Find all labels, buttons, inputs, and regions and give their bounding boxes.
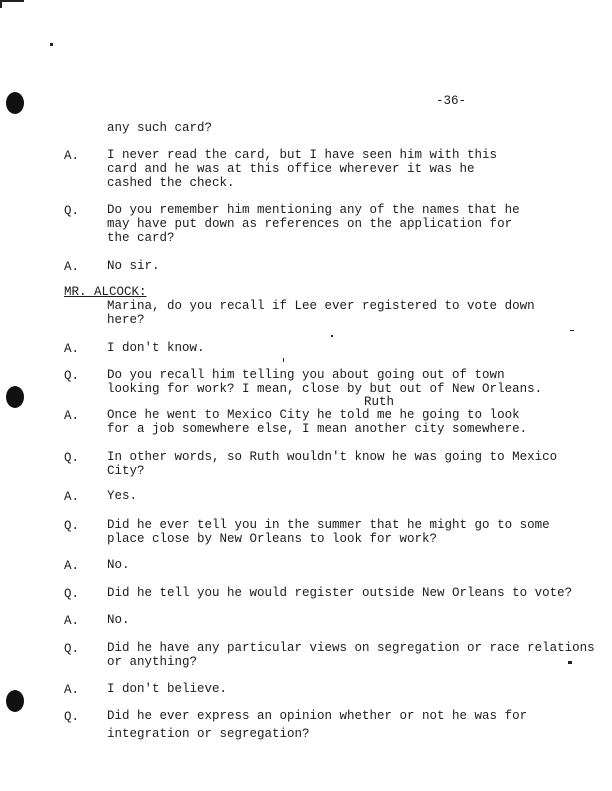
- scan-speck: [568, 661, 572, 664]
- page-corner-mark: [0, 0, 24, 8]
- punch-hole-bottom: [6, 690, 24, 712]
- text-line: Yes.: [107, 489, 138, 503]
- line-label-answer: A.: [64, 342, 80, 356]
- text-line: Once he went to Mexico City he told me he going to look: [107, 408, 520, 422]
- text-line: the card?: [107, 231, 175, 245]
- page-number: -36-: [436, 94, 467, 108]
- text-line: Do you remember him mentioning any of the names that he: [107, 203, 520, 217]
- text-line: or anything?: [107, 655, 198, 669]
- text-line: card and he was at this office wherever it was he: [107, 162, 475, 176]
- scan-speck: [570, 330, 574, 331]
- line-label-answer: A.: [64, 149, 80, 163]
- text-line: here?: [107, 313, 145, 327]
- text-line: Did he have any particular views on segregation or race relations: [107, 641, 595, 655]
- text-line: any such card?: [107, 121, 213, 135]
- line-label-question: Q.: [64, 204, 80, 218]
- line-label-answer: A.: [64, 559, 80, 573]
- punch-hole-middle: [6, 386, 24, 408]
- text-line: Did he tell you he would register outside New Orleans to vote?: [107, 586, 573, 600]
- line-label-answer: A.: [64, 614, 80, 628]
- text-line: integration or segregation?: [107, 727, 310, 741]
- text-line: Do you recall him telling you about going out of town: [107, 368, 505, 382]
- line-label-question: Q.: [64, 642, 80, 656]
- text-line: I don't know.: [107, 341, 205, 355]
- line-label-question: Q.: [64, 451, 80, 465]
- text-line: cashed the check.: [107, 176, 235, 190]
- punch-hole-top: [6, 92, 24, 114]
- interlinear-note: Ruth: [364, 395, 395, 409]
- line-label-answer: A.: [64, 683, 80, 697]
- text-line: I never read the card, but I have seen him with this: [107, 148, 498, 162]
- text-line: Did he ever express an opinion whether or not he was for: [107, 709, 528, 723]
- text-line: I don't believe.: [107, 682, 228, 696]
- line-label-answer: A.: [64, 260, 80, 274]
- text-line: looking for work? I mean, close by but out of New Orleans.: [107, 382, 543, 396]
- text-line: No.: [107, 613, 130, 627]
- text-line: City?: [107, 464, 145, 478]
- text-line: place close by New Orleans to look for work?: [107, 532, 438, 546]
- text-line: No sir.: [107, 259, 160, 273]
- line-label-question: Q.: [64, 587, 80, 601]
- speaker-heading: MR. ALCOCK:: [64, 285, 147, 299]
- scan-speck: [331, 335, 333, 337]
- text-line: for a job somewhere else, I mean another city somewhere.: [107, 422, 528, 436]
- line-label-question: Q.: [64, 519, 80, 533]
- text-line: In other words, so Ruth wouldn't know he was going to Mexico: [107, 450, 558, 464]
- line-label-question: Q.: [64, 369, 80, 383]
- text-line: may have put down as references on the application for: [107, 217, 513, 231]
- text-line: Marina, do you recall if Lee ever registered to vote down: [107, 299, 535, 313]
- text-line: No.: [107, 558, 130, 572]
- scan-speck: [50, 43, 53, 46]
- line-label-answer: A.: [64, 490, 80, 504]
- line-label-question: Q.: [64, 710, 80, 724]
- scan-speck: [283, 358, 284, 362]
- line-label-answer: A.: [64, 409, 80, 423]
- text-line: Did he ever tell you in the summer that he might go to some: [107, 518, 550, 532]
